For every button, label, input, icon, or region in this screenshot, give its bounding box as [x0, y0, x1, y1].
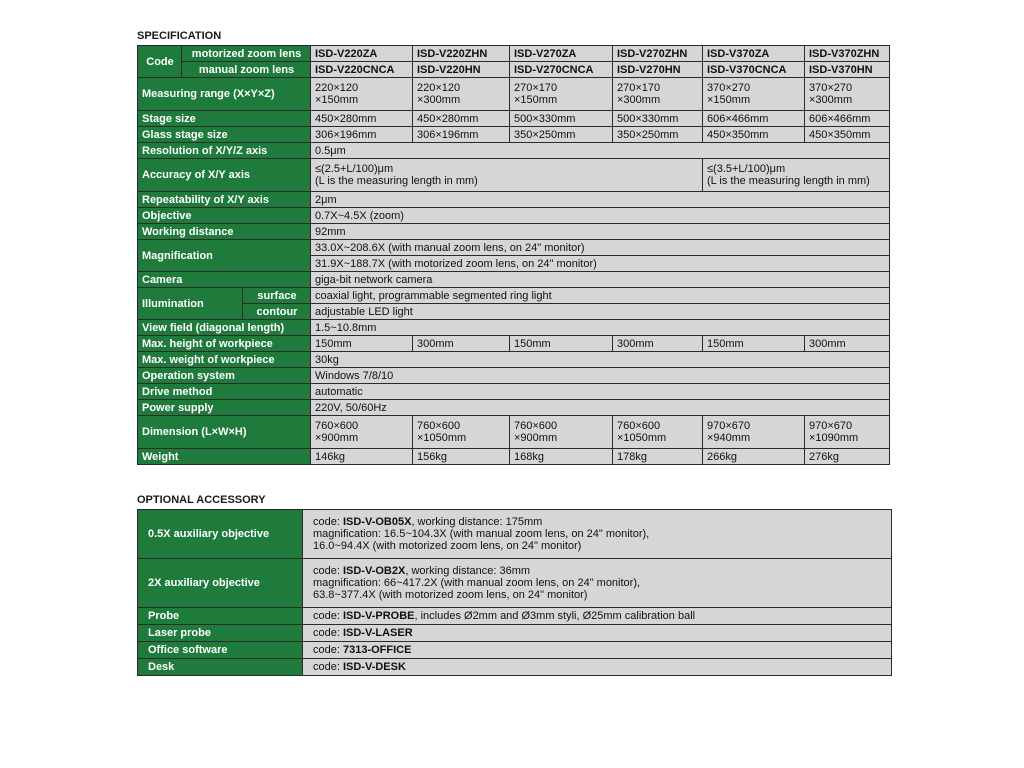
accessory-label: Desk	[138, 659, 303, 676]
spec-value: 220×120 ×150mm	[311, 78, 413, 111]
spec-value: 300mm	[413, 336, 510, 352]
model-code: ISD-V270ZHN	[613, 46, 703, 62]
accuracy-row	[138, 159, 890, 192]
spec-value: 300mm	[805, 336, 890, 352]
accessory-code: ISD-V-DESK	[342, 661, 406, 673]
spec-value: giga-bit network camera	[311, 272, 890, 288]
spec-value: 0.7X~4.5X (zoom)	[311, 208, 890, 224]
manual-zoom-label: manual zoom lens	[182, 62, 311, 78]
model-code: ISD-V370HN	[805, 62, 890, 78]
accessory-table	[137, 509, 892, 676]
operation-system-row	[138, 368, 890, 384]
spec-value: 370×270 ×300mm	[805, 78, 890, 111]
spec-value: 266kg	[703, 449, 805, 465]
dimension-row	[138, 416, 890, 449]
row-label: Resolution of X/Y/Z axis	[138, 143, 311, 159]
illumination-sub-label: surface	[243, 288, 311, 304]
spec-value: 270×170 ×300mm	[613, 78, 703, 111]
row-label: Measuring range (X×Y×Z)	[138, 78, 311, 111]
spec-value: 92mm	[311, 224, 890, 240]
spec-value: 606×466mm	[703, 111, 805, 127]
code-motorized-row	[138, 46, 890, 62]
spec-value: 306×196mm	[413, 127, 510, 143]
glass-stage-size-row	[138, 127, 890, 143]
spec-value: 970×670 ×940mm	[703, 416, 805, 449]
row-label: Max. height of workpiece	[138, 336, 311, 352]
spec-value: 276kg	[805, 449, 890, 465]
working-distance-row	[138, 224, 890, 240]
spec-value: 306×196mm	[311, 127, 413, 143]
specification-table	[137, 45, 890, 465]
accessory-label: Office software	[138, 642, 303, 659]
accessory-row	[138, 608, 892, 625]
spec-value: 300mm	[613, 336, 703, 352]
model-code: ISD-V270HN	[613, 62, 703, 78]
accessory-details: code: 7313-OFFICE	[303, 642, 892, 659]
camera-row	[138, 272, 890, 288]
spec-value: 500×330mm	[510, 111, 613, 127]
model-code: ISD-V220HN	[413, 62, 510, 78]
row-label: Operation system	[138, 368, 311, 384]
row-label: Power supply	[138, 400, 311, 416]
row-label: Camera	[138, 272, 311, 288]
drive-method-row	[138, 384, 890, 400]
accessory-row	[138, 642, 892, 659]
model-code: ISD-V270ZA	[510, 46, 613, 62]
accessory-details: code: ISD-V-DESK	[303, 659, 892, 676]
motorized-zoom-label: motorized zoom lens	[182, 46, 311, 62]
accessory-label: Laser probe	[138, 625, 303, 642]
spec-value: 146kg	[311, 449, 413, 465]
max-weight-row	[138, 352, 890, 368]
row-label: Dimension (L×W×H)	[138, 416, 311, 449]
spec-value: Windows 7/8/10	[311, 368, 890, 384]
row-label: Magnification	[138, 240, 311, 272]
illumination-contour-row	[138, 304, 890, 320]
model-code: ISD-V220ZA	[311, 46, 413, 62]
spec-value: 450×350mm	[703, 127, 805, 143]
spec-value: coaxial light, programmable segmented ring light	[311, 288, 890, 304]
code-manual-row	[138, 62, 890, 78]
row-label: Accuracy of X/Y axis	[138, 159, 311, 192]
spec-value: 760×600 ×1050mm	[413, 416, 510, 449]
view-field-row	[138, 320, 890, 336]
spec-value: 33.0X~208.6X (with manual zoom lens, on 24" monitor)	[311, 240, 890, 256]
spec-value: 350×250mm	[510, 127, 613, 143]
model-code: ISD-V220ZHN	[413, 46, 510, 62]
spec-value: 150mm	[311, 336, 413, 352]
accessory-details: code: ISD-V-LASER	[303, 625, 892, 642]
spec-value: 0.5μm	[311, 143, 890, 159]
spec-value: 500×330mm	[613, 111, 703, 127]
spec-value: 760×600 ×1050mm	[613, 416, 703, 449]
accessory-row	[138, 510, 892, 559]
stage-size-row	[138, 111, 890, 127]
accessory-row	[138, 625, 892, 642]
power-supply-row	[138, 400, 890, 416]
row-label: Objective	[138, 208, 311, 224]
spec-value: 168kg	[510, 449, 613, 465]
repeatability-row	[138, 192, 890, 208]
weight-row	[138, 449, 890, 465]
row-label: Max. weight of workpiece	[138, 352, 311, 368]
spec-value: 1.5~10.8mm	[311, 320, 890, 336]
row-label: Weight	[138, 449, 311, 465]
spec-value: 178kg	[613, 449, 703, 465]
magnification-row	[138, 240, 890, 256]
spec-value: automatic	[311, 384, 890, 400]
row-label: Working distance	[138, 224, 311, 240]
spec-value: 156kg	[413, 449, 510, 465]
spec-value: adjustable LED light	[311, 304, 890, 320]
row-label: Glass stage size	[138, 127, 311, 143]
accessory-details: code: ISD-V-OB2X, working distance: 36mm magnification: 66~417.2X (with manual zoom lens, on 24" monitor), 63.8~377.4X (with motorized zoom lens, on 24" monitor)	[303, 559, 892, 608]
model-code: ISD-V370ZA	[703, 46, 805, 62]
spec-value: 220×120 ×300mm	[413, 78, 510, 111]
accessory-code: ISD-V-OB05X	[342, 516, 412, 528]
spec-value: 606×466mm	[805, 111, 890, 127]
spec-value: 270×170 ×150mm	[510, 78, 613, 111]
code-label: Code	[138, 46, 182, 78]
spec-value: 760×600 ×900mm	[510, 416, 613, 449]
model-code: ISD-V370ZHN	[805, 46, 890, 62]
optional-accessory-title: OPTIONAL ACCESSORY	[137, 494, 266, 506]
spec-value: ≤(2.5+L/100)μm (L is the measuring length in mm)	[311, 159, 703, 192]
row-label: Drive method	[138, 384, 311, 400]
spec-value: 450×280mm	[413, 111, 510, 127]
accessory-code: ISD-V-PROBE	[342, 610, 415, 622]
model-code: ISD-V270CNCA	[510, 62, 613, 78]
spec-value: 760×600 ×900mm	[311, 416, 413, 449]
spec-value: 150mm	[510, 336, 613, 352]
accessory-label: 2X auxiliary objective	[138, 559, 303, 608]
model-code: ISD-V220CNCA	[311, 62, 413, 78]
accessory-label: Probe	[138, 608, 303, 625]
model-code: ISD-V370CNCA	[703, 62, 805, 78]
spec-value: 370×270 ×150mm	[703, 78, 805, 111]
spec-value: 30kg	[311, 352, 890, 368]
accessory-label: 0.5X auxiliary objective	[138, 510, 303, 559]
spec-value: 350×250mm	[613, 127, 703, 143]
row-label: Stage size	[138, 111, 311, 127]
illumination-surface-row	[138, 288, 890, 304]
spec-value: ≤(3.5+L/100)μm (L is the measuring length in mm)	[703, 159, 890, 192]
measuring-range-row	[138, 78, 890, 111]
accessory-row	[138, 659, 892, 676]
accessory-details: code: ISD-V-PROBE, includes Ø2mm and Ø3mm styli, Ø25mm calibration ball	[303, 608, 892, 625]
spec-value: 450×280mm	[311, 111, 413, 127]
spec-value: 31.9X~188.7X (with motorized zoom lens, on 24" monitor)	[311, 256, 890, 272]
spec-value: 150mm	[703, 336, 805, 352]
accessory-code: ISD-V-LASER	[342, 627, 413, 639]
illumination-sub-label: contour	[243, 304, 311, 320]
accessory-row	[138, 559, 892, 608]
resolution-row	[138, 143, 890, 159]
accessory-details: code: ISD-V-OB05X, working distance: 175mm magnification: 16.5~104.3X (with manual zoom lens, on 24" monitor), 16.0~94.4X (with motorized zoom lens, on 24" monitor)	[303, 510, 892, 559]
objective-row	[138, 208, 890, 224]
row-label: Repeatability of X/Y axis	[138, 192, 311, 208]
spec-value: 450×350mm	[805, 127, 890, 143]
row-label: View field (diagonal length)	[138, 320, 311, 336]
specification-title: SPECIFICATION	[137, 30, 222, 42]
spec-value: 220V, 50/60Hz	[311, 400, 890, 416]
row-label: Illumination	[138, 288, 243, 320]
spec-value: 970×670 ×1090mm	[805, 416, 890, 449]
max-height-row	[138, 336, 890, 352]
accessory-code: ISD-V-OB2X	[342, 565, 406, 577]
spec-value: 2μm	[311, 192, 890, 208]
accessory-code: 7313-OFFICE	[342, 644, 412, 656]
